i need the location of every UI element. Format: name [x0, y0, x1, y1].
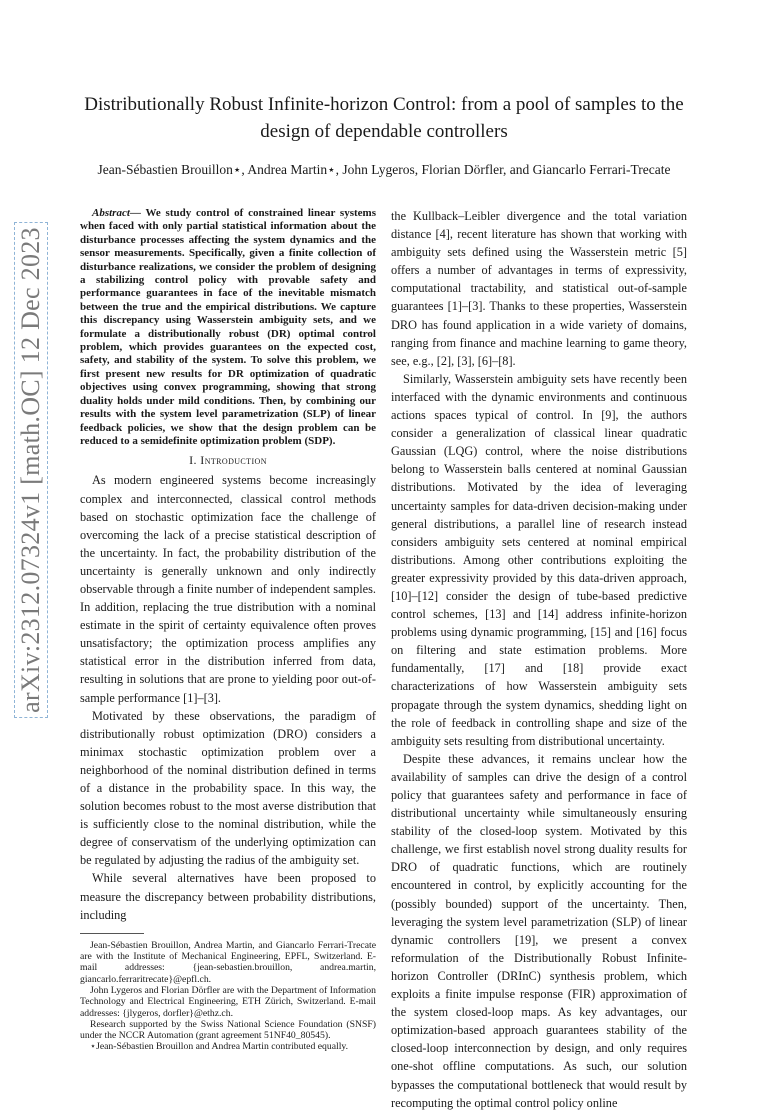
footnote: Research supported by the Swiss National Science Foundation (SNSF) under the NCCR Automation (grant agreement 51NF40_80545).: [80, 1018, 376, 1042]
paragraph: Despite these advances, it remains unclear how the availability of samples can drive the design of a control policy that guarantees safety and performance in face of distributional uncertainty while simultaneously ensuring stability of the closed-loop system. Motivated by this challenge, we first establish novel strong duality results for DRO of quadratic functions, which are routinely encountered in control, by explicitly accounting for the (possibly bounded) support of the uncertainty. Then, leveraging the system level parametrization (SLP) of linear dynamic controllers [19], we present a convex reformulation of the Distributionally Robust Infinite-horizon Controller (DRInC) synthesis problem, which exploits a finite impulse response (FIR) approximation of the system closed-loop maps. As key advantages, our optimization-based approach guarantees stability of the closed-loop interconnection by design, and only requires one-shot offline computations. As such, our solution bypasses the computational bottleneck that would result by recomputing the optimal control policy online: [391, 751, 687, 1110]
arxiv-id-text: arXiv:2312.07324v1 [math.OC] 12 Dec 2023: [16, 227, 45, 713]
paper-title: Distributionally Robust Infinite-horizon Control: from a pool of samples to the design of dependable controllers: [84, 94, 684, 142]
right-column: [391, 207, 687, 1112]
left-column: [80, 207, 376, 1053]
footnote: Jean-Sébastien Brouillon, Andrea Martin, and Giancarlo Ferrari-Trecate are with the Institute of Mechanical Engineering, EPFL, Switzerland. E-mail addresses: {jean-sebastien.brouillon, andrea.martin, giancarlo.ferraritrecate}@epfl.ch.: [80, 939, 376, 985]
paragraph: Similarly, Wasserstein ambiguity sets have recently been interfaced with the dynamic environments and continuous actions spaces typical of control. In [9], the authors consider a generalization of classical linear quadratic Gaussian (LQG) control, where the noise distributions belong to Wasserstein balls centered at nominal Gaussian distributions. Motivated by the idea of leveraging uncertainty samples for data-driven decision-making under general distributions, a parallel line of research instead considers ambiguity sets centered at nominal empirical distributions. Among other contributions exploiting the greater expressivity provided by this data-driven approach, [10]–[12] consider the design of tube-based predictive control schemes, [13] and [14] address infinite-horizon problems using dynamic programming, [15] and [16] focus on filtering and state estimation problems. More fundamentally, [17] and [18] provide exact characterizations of how Wasserstein ambiguity sets propagate through the system dynamics, shedding light on the role of feedback in controlling shape and size of the ambiguity sets resulting from distributional uncertainty.: [391, 371, 687, 748]
abstract-dash: —: [129, 207, 146, 219]
section-heading-introduction: I. Introduction: [189, 453, 267, 468]
abstract-label: Abstract: [92, 207, 130, 219]
footnote: John Lygeros and Florian Dörfler are with the Department of Information Technology and Electrical Engineering, ETH Zürich, Switzerland. E-mail addresses: {jlygeros, dorfler}@ethz.ch.: [80, 984, 376, 1019]
arxiv-identifier-stamp: [14, 222, 48, 718]
abstract: [80, 207, 376, 448]
footnote-divider: [80, 933, 144, 934]
paragraph: While several alternatives have been proposed to measure the discrepancy between probability distributions, including: [80, 871, 376, 922]
paragraph: Motivated by these observations, the paradigm of distributionally robust optimization (DRO) considers a minimax stochastic optimization problem over a neighborhood of the nominal distribution defined in terms of a distance in the probability space. In this way, the solution becomes robust to the most averse distribution that is sufficiently close to the nominal distribution, while the degree of conservatism of the underlying optimization can be regulated by adjusting the radius of the ambiguity set.: [80, 708, 376, 868]
author-list: Jean-Sébastien Brouillon⋆, Andrea Martin⋆, John Lygeros, Florian Dörfler, and Giancarlo Ferrari-Trecate: [97, 162, 671, 177]
footnotes: [80, 940, 376, 1053]
paragraph: the Kullback–Leibler divergence and the total variation distance [4], recent literature has shown that working with ambiguity sets defined using the Wasserstein metric [5] offers a number of advantages in terms of expressivity, computational tractability, and statistical out-of-sample guarantees [1]–[3]. Thanks to these properties, Wasserstein DRO has found application in a wide variety of domains, ranging from finance and machine learning to game theory, see, e.g., [2], [3], [6]–[8].: [391, 209, 687, 368]
footnote: ⋆Jean-Sébastien Brouillon and Andrea Martin contributed equally.: [90, 1041, 349, 1053]
abstract-text: We study control of constrained linear systems when faced with only partial statistical information about the disturbance processes affecting the system dynamics and the sensor measurements. Specifically, given a finite collection of disturbance realizations, we consider the problem of designing a stabilizing control policy with provable safety and performance guarantees in face of the inevitable mismatch between the true and the empirical distributions. We capture this discrepancy using Wasserstein ambiguity sets, and we formulate a distributionally robust (DR) optimal control problem, which provides guarantees on the expected cost, safety, and stability of the system. To solve this problem, we first present new results for DR optimization of quadratic objectives using convex programming, showing that strong duality holds under mild conditions. Then, by combining our results with the system level parametrization (SLP) of linear feedback policies, we show that the design problem can be reduced to a semidefinite optimization problem (SDP).: [80, 207, 376, 447]
paragraph: As modern engineered systems become increasingly complex and interconnected, classical control methods based on stochastic optimization face the challenge of overcoming the lack of a precise statistical description of the uncertainty. In fact, the probability distribution of the uncertainty is generally unknown and only indirectly observable through a finite number of independent samples. In addition, replacing the true distribution with a nominal estimate in the spirit of certainty equivalence often proves unsatisfactory; the optimization process amplifies any statistical error in the distribution inferred from data, resulting in solutions that are prone to yielding poor out-of-sample performance [1]–[3].: [80, 473, 376, 705]
